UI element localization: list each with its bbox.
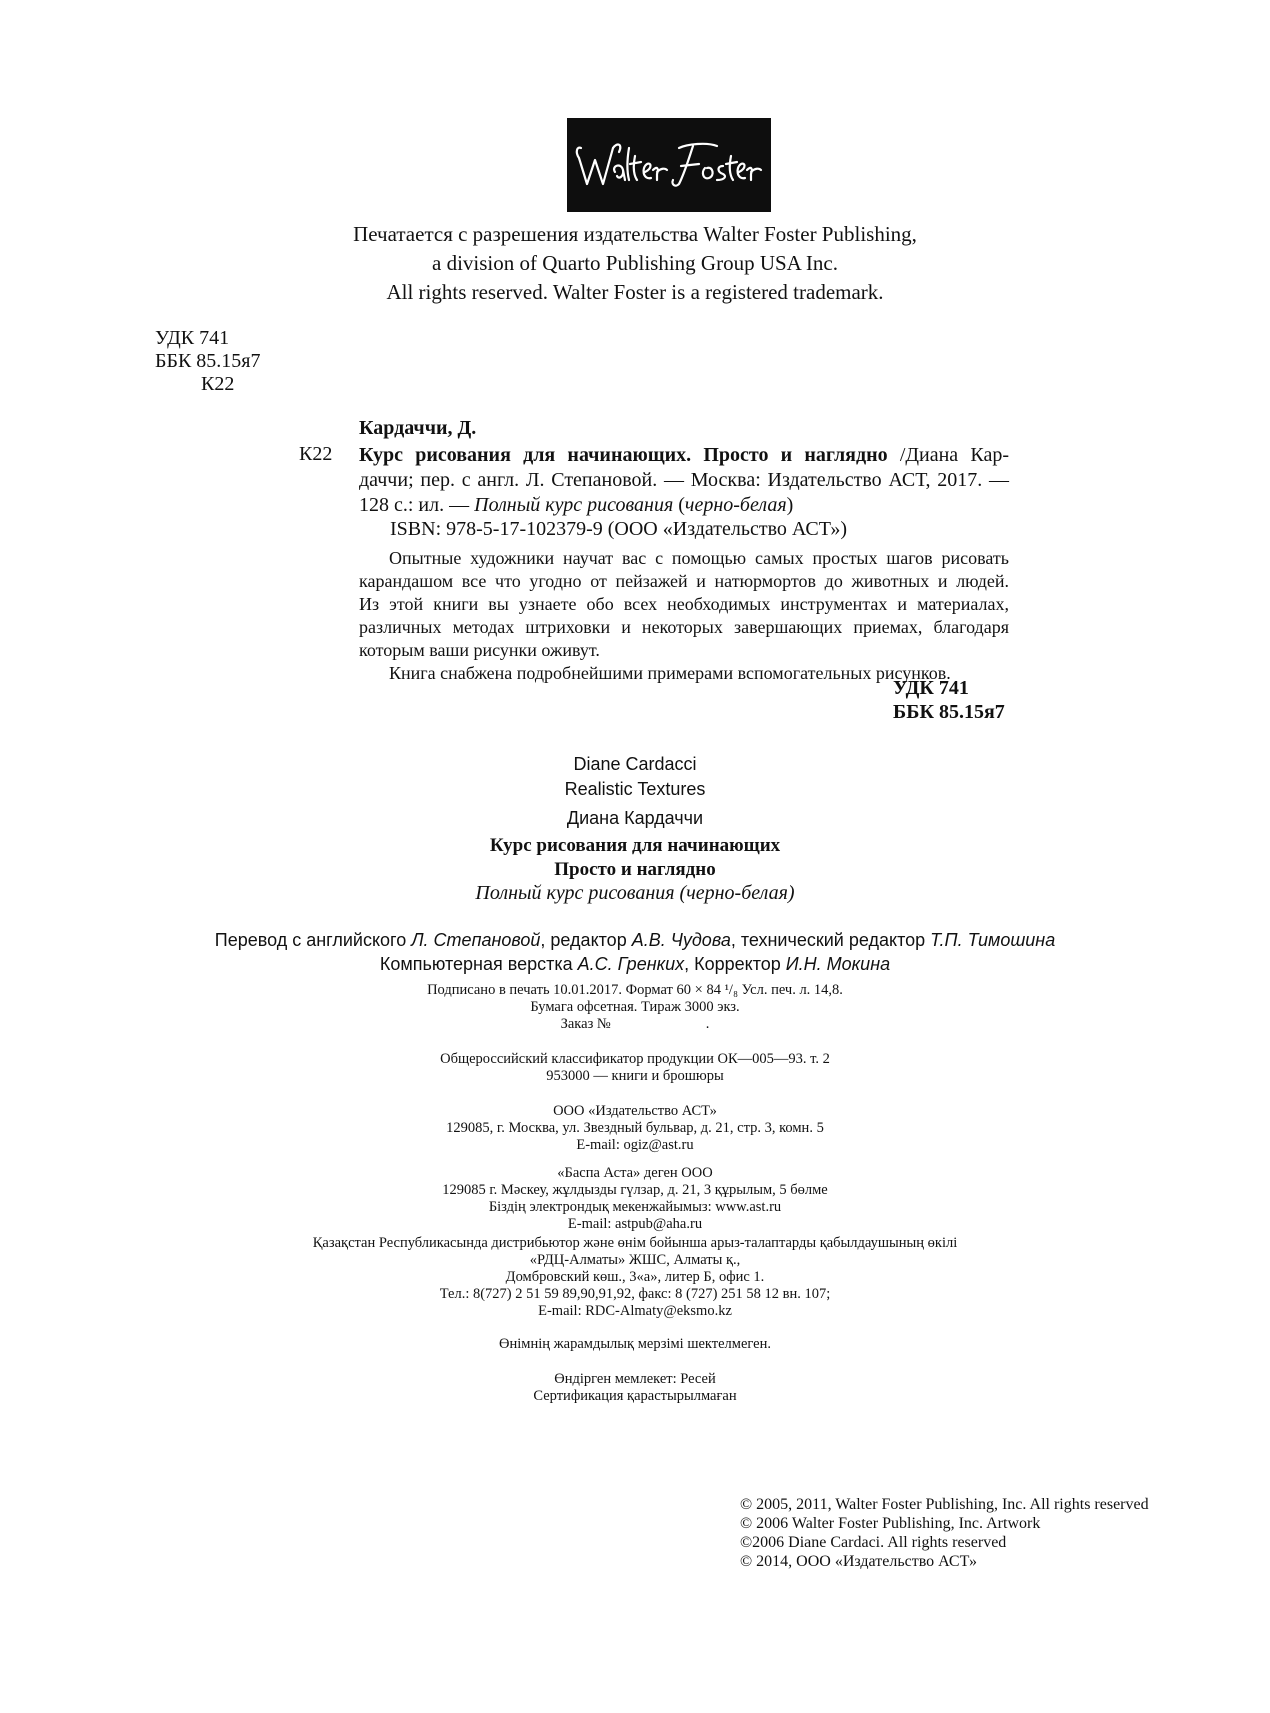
kazakh-publisher-line: «Баспа Аста» деген ООО bbox=[557, 1165, 713, 1181]
credits-text: , редактор bbox=[540, 930, 632, 950]
permission-line: All rights reserved. Walter Foster is a registered trademark. bbox=[386, 280, 884, 304]
proofreader-name: И.Н. Мокина bbox=[785, 954, 891, 974]
editor-name: А.В. Чудова bbox=[631, 930, 731, 950]
copyright-notice bbox=[740, 1495, 1149, 1571]
publisher-line: ООО «Издательство АСТ» bbox=[553, 1103, 717, 1119]
original-edition bbox=[0, 752, 1270, 802]
copyright-line: ©2006 Diane Cardaci. All rights reserved bbox=[740, 1534, 1007, 1551]
walter-foster-logo-script bbox=[567, 118, 771, 212]
order-number-line bbox=[0, 1016, 1270, 1033]
distributor-line: Қазақстан Республикасында дистрибьютор және өнім бойынша арыз-талаптарды қабылдаушының өкілі bbox=[312, 1235, 958, 1251]
series-italic: черно-белая bbox=[684, 494, 787, 516]
russian-title-line: Курс рисования для начинающих bbox=[489, 835, 781, 856]
bibliographic-line: даччи; пер. с англ. Л. Степановой. — Москва: Издательство АСТ, 2017. — bbox=[359, 469, 1009, 491]
origin-line: Өндірген мемлекет: Ресей bbox=[554, 1371, 716, 1387]
translator-name: Л. Степановой bbox=[411, 930, 541, 950]
russian-subtitle-line: Просто и наглядно bbox=[554, 859, 716, 880]
kazakh-publisher-line: E-mail: astpub@aha.ru bbox=[567, 1216, 703, 1232]
series-name: Полный курс рисования (черно-белая) bbox=[475, 882, 795, 904]
credits-text: , Корректор bbox=[684, 954, 786, 974]
credits bbox=[0, 928, 1270, 976]
bbk-code: ББК 85.15я7 bbox=[155, 350, 261, 372]
validity-note: Өнімнің жарамдылық мерзімі шектелмеген. bbox=[499, 1336, 771, 1352]
distributor-line: «РДЦ-Алматы» ЖШС, Алматы қ., bbox=[529, 1252, 741, 1268]
origin-info bbox=[0, 1371, 1270, 1405]
bibliographic-text: ) bbox=[786, 494, 794, 516]
udk-code: УДК 741 bbox=[155, 327, 230, 349]
credits-text: Перевод с английского bbox=[214, 930, 412, 950]
annotation-line: которым ваши рисунки оживут. bbox=[359, 640, 600, 660]
isbn: ISBN: 978-5-17-102379-9 (ООО «Издательство АСТ») bbox=[390, 518, 848, 540]
permission-notice bbox=[200, 220, 1070, 307]
original-title: Realistic Textures bbox=[564, 779, 706, 799]
credits-text: , технический редактор bbox=[730, 930, 931, 950]
author-mark: К22 bbox=[201, 373, 235, 395]
order-end: . bbox=[705, 1016, 710, 1032]
print-info-line: Подписано в печать 10.01.2017. Формат 60 × 84 ¹/₈ Усл. печ. л. 14,8. bbox=[427, 982, 843, 998]
copyright-line: © 2006 Walter Foster Publishing, Inc. Artwork bbox=[740, 1515, 1041, 1532]
layout-name: А.С. Гренких bbox=[577, 954, 685, 974]
credits-text: Компьютерная верстка bbox=[379, 954, 578, 974]
russian-title bbox=[0, 834, 1270, 882]
bibliographic-text: ( bbox=[673, 494, 685, 516]
tech-editor-name: Т.П. Тимошина bbox=[930, 930, 1056, 950]
product-classifier bbox=[0, 1051, 1270, 1085]
copyright-line: © 2005, 2011, Walter Foster Publishing, Inc. All rights reserved bbox=[740, 1496, 1149, 1513]
publisher-line: E-mail: ogiz@ast.ru bbox=[576, 1137, 694, 1153]
distributor-line: Домбровский көш., 3«а», литер Б, офис 1. bbox=[505, 1269, 765, 1285]
publisher-info bbox=[0, 1103, 1270, 1154]
bbk-code: ББК 85.15я7 bbox=[893, 701, 1005, 723]
origin-line: Сертификация қарастырылмаған bbox=[533, 1388, 737, 1404]
annotation-line: Опытные художники научат вас с помощью самых простых шагов рисовать bbox=[389, 548, 1009, 568]
distributor-line: Тел.: 8(727) 2 51 59 89,90,91,92, факс: 8 (727) 251 58 12 вн. 107; bbox=[439, 1286, 831, 1302]
annotation-line: Из этой книги вы узнаете обо всех необходимых инструментах и материалах, bbox=[359, 594, 1009, 614]
bibliographic-line bbox=[359, 493, 1009, 518]
walter-foster-logo bbox=[567, 118, 771, 212]
print-info bbox=[0, 982, 1270, 1033]
classifier-line: 953000 — книги и брошюры bbox=[546, 1068, 724, 1084]
russian-author: Диана Кардаччи bbox=[566, 808, 704, 828]
bibliographic-line bbox=[359, 443, 1009, 468]
bibliographic-author: Кардаччи, Д. bbox=[359, 417, 477, 439]
kazakhstan-distributor bbox=[0, 1235, 1270, 1320]
bibliographic-text: 128 с.: ил. — bbox=[359, 494, 475, 516]
kazakh-publisher-line: 129085 г. Мәскеу, жұлдызды гүлзар, д. 21, 3 құрылым, 5 бөлме bbox=[442, 1182, 828, 1198]
annotation-line: различных методах штриховки и некоторых завершающих приемах, благодаря bbox=[359, 617, 1009, 637]
order-label: Заказ № bbox=[560, 1016, 611, 1032]
original-author: Diane Cardacci bbox=[573, 754, 697, 774]
kazakh-publisher-line: Біздің электрондық мекенжайымыз: www.ast.ru bbox=[488, 1199, 782, 1215]
udk-code: УДК 741 bbox=[893, 677, 969, 699]
kazakh-publisher-info bbox=[0, 1165, 1270, 1233]
bibliographic-text: /Диана Кар- bbox=[887, 444, 1009, 466]
credits-line bbox=[0, 952, 1270, 976]
credits-line bbox=[0, 928, 1270, 952]
print-info-line: Бумага офсетная. Тираж 3000 экз. bbox=[530, 999, 740, 1015]
classification-codes-right bbox=[893, 676, 1005, 724]
bibliographic-author-mark: К22 bbox=[299, 443, 333, 465]
copyright-line: © 2014, ООО «Издательство АСТ» bbox=[740, 1553, 977, 1570]
annotation-line: карандашом все что угодно от пейзажей и натюрмортов до животных и людей. bbox=[359, 571, 1009, 591]
series-italic: Полный курс рисования bbox=[474, 494, 674, 516]
book-annotation bbox=[359, 547, 1009, 685]
book-title-bold: Курс рисования для начинающих. Просто и наглядно bbox=[359, 444, 888, 466]
annotation-line: Книга снабжена подробнейшими примерами вспомогательных рисунков. bbox=[389, 663, 951, 683]
bibliographic-description bbox=[359, 443, 1009, 518]
permission-line: a division of Quarto Publishing Group USA Inc. bbox=[432, 251, 838, 275]
distributor-line: E-mail: RDC-Almaty@eksmo.kz bbox=[538, 1303, 732, 1319]
classifier-line: Общероссийский классификатор продукции ОК—005—93. т. 2 bbox=[440, 1051, 830, 1067]
permission-line: Печатается с разрешения издательства Walter Foster Publishing, bbox=[353, 222, 917, 246]
classification-codes-top bbox=[155, 327, 261, 396]
publisher-line: 129085, г. Москва, ул. Звездный бульвар, д. 21, стр. 3, комн. 5 bbox=[446, 1120, 824, 1136]
